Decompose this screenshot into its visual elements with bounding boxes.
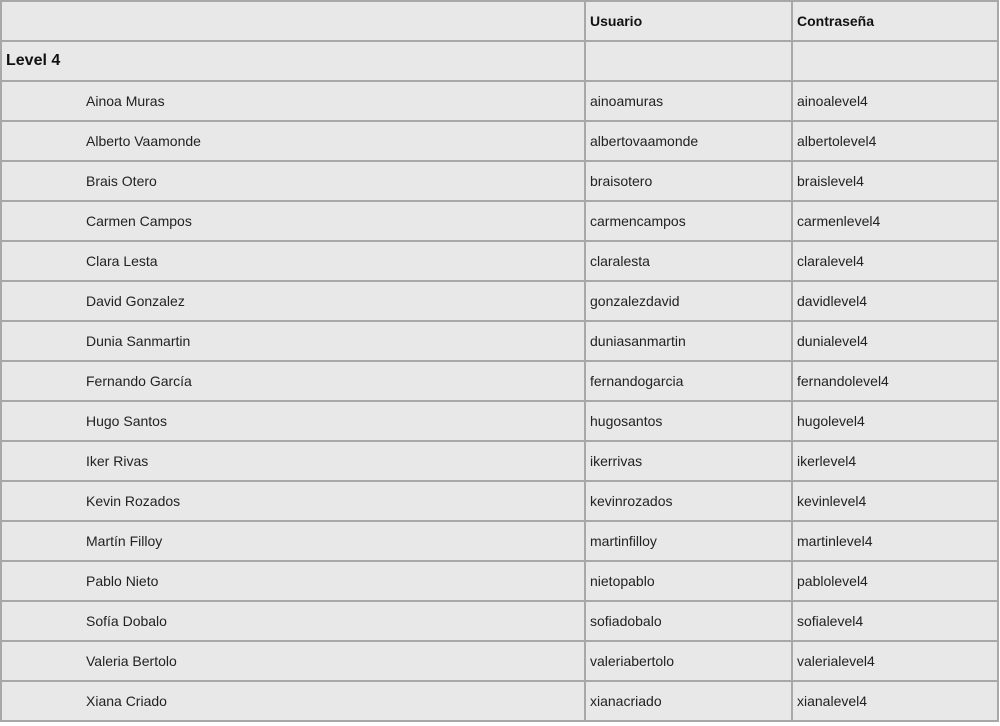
table-row	[1, 681, 998, 721]
password-cell: davidlevel4	[792, 281, 998, 321]
password-cell: fernandolevel4	[792, 361, 998, 401]
password-cell: carmenlevel4	[792, 201, 998, 241]
table-row	[1, 401, 998, 441]
password-cell: xianalevel4	[792, 681, 998, 721]
table-row	[1, 241, 998, 281]
table-row	[1, 601, 998, 641]
username-cell: valeriabertolo	[585, 641, 792, 681]
name-cell: Dunia Sanmartin	[1, 321, 585, 361]
password-cell: ikerlevel4	[792, 441, 998, 481]
table-row	[1, 281, 998, 321]
password-cell: kevinlevel4	[792, 481, 998, 521]
group-empty-cell	[585, 41, 792, 81]
password-cell: ainoalevel4	[792, 81, 998, 121]
name-cell: Alberto Vaamonde	[1, 121, 585, 161]
table-row	[1, 81, 998, 121]
username-cell: duniasanmartin	[585, 321, 792, 361]
password-cell: braislevel4	[792, 161, 998, 201]
table-row	[1, 121, 998, 161]
header-usuario: Usuario	[585, 1, 792, 41]
table-row	[1, 161, 998, 201]
name-cell: Brais Otero	[1, 161, 585, 201]
header-row	[1, 1, 998, 41]
username-cell: albertovaamonde	[585, 121, 792, 161]
username-cell: nietopablo	[585, 561, 792, 601]
table-row	[1, 201, 998, 241]
username-cell: xianacriado	[585, 681, 792, 721]
username-cell: carmencampos	[585, 201, 792, 241]
name-cell: Fernando García	[1, 361, 585, 401]
table-body	[1, 41, 998, 721]
name-cell: Hugo Santos	[1, 401, 585, 441]
name-cell: Iker Rivas	[1, 441, 585, 481]
table-row	[1, 641, 998, 681]
password-cell: claralevel4	[792, 241, 998, 281]
password-cell: martinlevel4	[792, 521, 998, 561]
header-name	[1, 1, 585, 41]
password-cell: pablolevel4	[792, 561, 998, 601]
table-row	[1, 441, 998, 481]
name-cell: David Gonzalez	[1, 281, 585, 321]
header-contrasena: Contraseña	[792, 1, 998, 41]
table-row	[1, 561, 998, 601]
group-empty-cell	[792, 41, 998, 81]
name-cell: Xiana Criado	[1, 681, 585, 721]
password-cell: hugolevel4	[792, 401, 998, 441]
group-row	[1, 41, 998, 81]
table-row	[1, 361, 998, 401]
table-row	[1, 481, 998, 521]
name-cell: Ainoa Muras	[1, 81, 585, 121]
username-cell: fernandogarcia	[585, 361, 792, 401]
username-cell: ikerrivas	[585, 441, 792, 481]
name-cell: Clara Lesta	[1, 241, 585, 281]
password-cell: valerialevel4	[792, 641, 998, 681]
username-cell: kevinrozados	[585, 481, 792, 521]
password-cell: sofialevel4	[792, 601, 998, 641]
table-row	[1, 321, 998, 361]
table-row	[1, 521, 998, 561]
username-cell: braisotero	[585, 161, 792, 201]
password-cell: albertolevel4	[792, 121, 998, 161]
username-cell: martinfilloy	[585, 521, 792, 561]
group-label: Level 4	[1, 41, 585, 81]
name-cell: Carmen Campos	[1, 201, 585, 241]
username-cell: ainoamuras	[585, 81, 792, 121]
username-cell: hugosantos	[585, 401, 792, 441]
name-cell: Martín Filloy	[1, 521, 585, 561]
name-cell: Pablo Nieto	[1, 561, 585, 601]
password-cell: dunialevel4	[792, 321, 998, 361]
username-cell: claralesta	[585, 241, 792, 281]
username-cell: gonzalezdavid	[585, 281, 792, 321]
name-cell: Sofía Dobalo	[1, 601, 585, 641]
name-cell: Valeria Bertolo	[1, 641, 585, 681]
username-cell: sofiadobalo	[585, 601, 792, 641]
name-cell: Kevin Rozados	[1, 481, 585, 521]
